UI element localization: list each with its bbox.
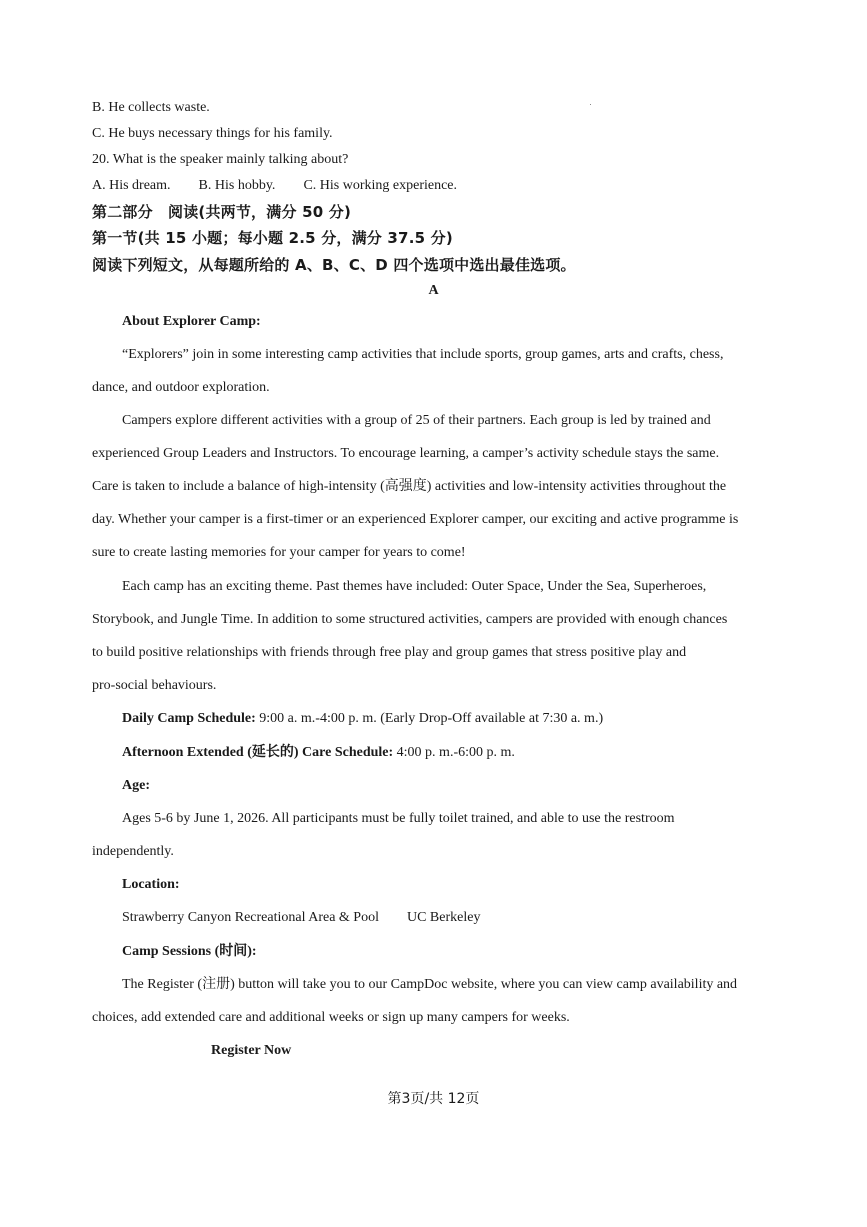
paragraph-line: dance, and outdoor exploration. <box>92 380 270 395</box>
paragraph-line: Each camp has an exciting theme. Past themes have included: Outer Space, Under the Sea, Superheroes, <box>122 579 707 594</box>
scan-speck <box>590 104 591 105</box>
paragraph-line: Ages 5-6 by June 1, 2026. All participants must be fully toilet trained, and able to use the restroom <box>122 811 675 826</box>
paragraph-line: independently. <box>92 844 174 859</box>
paragraph-line: day. Whether your camper is a first-timer or an experienced Explorer camper, our exciting and active programme is <box>92 512 739 527</box>
extended-schedule-value: 4:00 p. m.-6:00 p. m. <box>393 745 515 760</box>
q19-option-c: C. He buys necessary things for his family. <box>92 126 333 141</box>
daily-schedule <box>122 710 603 728</box>
location-heading: Location: <box>122 877 180 892</box>
q20-options <box>92 177 457 195</box>
paragraph-line: The Register (注册) button will take you to our CampDoc website, where you can view camp availability and <box>122 977 738 992</box>
paragraph-line: Care is taken to include a balance of high-intensity (高强度) activities and low-intensity activities throughout the <box>92 479 727 494</box>
paragraph-line: sure to create lasting memories for your camper for years to come! <box>92 545 466 560</box>
q20-option-a: A. His dream. <box>92 178 171 193</box>
paragraph-line: pro-social behaviours. <box>92 678 217 693</box>
q19-option-b: B. He collects waste. <box>92 100 210 115</box>
daily-schedule-value: 9:00 a. m.-4:00 p. m. (Early Drop-Off available at 7:30 a. m.) <box>255 711 604 726</box>
q20-stem: 20. What is the speaker mainly talking about? <box>92 152 349 167</box>
page-indicator: 第3页/共 12页 <box>387 1091 480 1107</box>
paragraph-line: Storybook, and Jungle Time. In addition to some structured activities, campers are provided with enough chances <box>92 612 728 627</box>
register-now-button[interactable]: Register Now <box>211 1043 292 1058</box>
age-heading: Age: <box>122 778 150 793</box>
section1-header: 第一节(共 15 小题；每小题 2.5 分，满分 37.5 分) <box>92 229 453 247</box>
q20-option-c: C. His working experience. <box>303 178 458 193</box>
sessions-heading: Camp Sessions (时间): <box>122 944 257 959</box>
reading-instruction: 阅读下列短文，从每题所给的 A、B、C、D 四个选项中选出最佳选项。 <box>92 256 576 274</box>
extended-schedule <box>122 744 515 762</box>
part2-header: 第二部分 阅读(共两节，满分 50 分) <box>92 203 352 221</box>
location-uc-berkeley: UC Berkeley <box>406 910 481 925</box>
paragraph-line: “Explorers” join in some interesting camp activities that include sports, group games, arts and crafts, chess, <box>122 347 724 362</box>
daily-schedule-label: Daily Camp Schedule: <box>122 711 256 726</box>
paragraph-line: Campers explore different activities with a group of 25 of their partners. Each group is led by trained and <box>122 413 711 428</box>
location-list <box>122 909 480 927</box>
q20-option-b: B. His hobby. <box>198 178 276 193</box>
paragraph-line: choices, add extended care and additional weeks or sign up many campers for weeks. <box>92 1010 570 1025</box>
paragraph-line: to build positive relationships with friends through free play and group games that stress positive play and <box>92 645 687 660</box>
passage-letter: A <box>428 283 439 298</box>
about-heading: About Explorer Camp: <box>122 314 261 329</box>
extended-schedule-label: Afternoon Extended (延长的) Care Schedule: <box>122 745 394 760</box>
location-strawberry-canyon: Strawberry Canyon Recreational Area & Pool <box>122 910 379 925</box>
paragraph-line: experienced Group Leaders and Instructors. To encourage learning, a camper’s activity schedule stays the same. <box>92 446 720 461</box>
